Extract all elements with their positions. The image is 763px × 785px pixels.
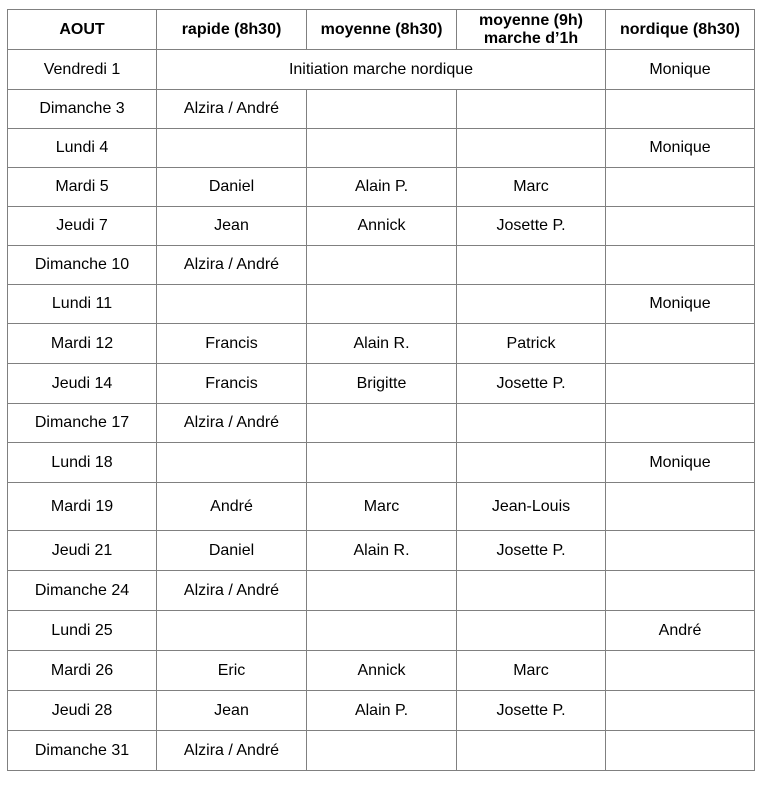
date-cell: Jeudi 28	[8, 691, 157, 731]
header-moyenne-9h-line2: marche d’1h	[483, 29, 579, 47]
moyenne-9h-cell: Marc	[457, 168, 606, 207]
nordique-cell	[606, 324, 755, 364]
table-row	[8, 207, 755, 246]
nordique-cell	[606, 691, 755, 731]
nordique-cell	[606, 246, 755, 285]
moyenne-9h-cell	[457, 611, 606, 651]
moyenne-cell	[307, 443, 457, 483]
date-cell: Jeudi 21	[8, 531, 157, 571]
table-row	[8, 246, 755, 285]
date-cell: Lundi 18	[8, 443, 157, 483]
moyenne-cell: Brigitte	[307, 364, 457, 404]
moyenne-9h-cell: Marc	[457, 651, 606, 691]
nordique-cell	[606, 531, 755, 571]
date-cell: Jeudi 7	[8, 207, 157, 246]
table-row	[8, 129, 755, 168]
table-row	[8, 443, 755, 483]
moyenne-cell	[307, 129, 457, 168]
moyenne-cell: Alain R.	[307, 324, 457, 364]
table-row	[8, 50, 755, 90]
moyenne-cell: Alain P.	[307, 691, 457, 731]
rapide-cell: Francis	[157, 364, 307, 404]
moyenne-9h-cell: Josette P.	[457, 531, 606, 571]
table-row	[8, 404, 755, 443]
nordique-cell: Monique	[606, 50, 755, 90]
nordique-cell: André	[606, 611, 755, 651]
moyenne-cell: Annick	[307, 207, 457, 246]
table-row	[8, 324, 755, 364]
date-cell: Lundi 11	[8, 285, 157, 324]
moyenne-9h-cell	[457, 443, 606, 483]
date-cell: Dimanche 17	[8, 404, 157, 443]
table-row	[8, 90, 755, 129]
nordique-cell	[606, 483, 755, 531]
rapide-cell: Alzira / André	[157, 571, 307, 611]
moyenne-cell: Alain P.	[307, 168, 457, 207]
rapide-cell: Francis	[157, 324, 307, 364]
table-row	[8, 285, 755, 324]
table-row	[8, 571, 755, 611]
header-row	[8, 10, 755, 50]
moyenne-9h-cell	[457, 246, 606, 285]
rapide-cell: André	[157, 483, 307, 531]
moyenne-9h-cell: Josette P.	[457, 691, 606, 731]
moyenne-9h-cell	[457, 90, 606, 129]
moyenne-cell: Alain R.	[307, 531, 457, 571]
rapide-cell: Eric	[157, 651, 307, 691]
rapide-cell: Alzira / André	[157, 246, 307, 285]
moyenne-9h-cell	[457, 571, 606, 611]
moyenne-cell	[307, 731, 457, 771]
table-row	[8, 651, 755, 691]
moyenne-cell	[307, 404, 457, 443]
table-row	[8, 483, 755, 531]
nordique-cell: Monique	[606, 129, 755, 168]
moyenne-cell: Annick	[307, 651, 457, 691]
header-month: AOUT	[8, 10, 157, 50]
moyenne-cell	[307, 285, 457, 324]
header-moyenne-9h-line1: moyenne (9h)	[478, 11, 583, 29]
moyenne-cell: Marc	[307, 483, 457, 531]
header-nordique: nordique (8h30)	[606, 10, 755, 50]
date-cell: Vendredi 1	[8, 50, 157, 90]
moyenne-cell	[307, 611, 457, 651]
rapide-cell	[157, 129, 307, 168]
header-rapide: rapide (8h30)	[157, 10, 307, 50]
moyenne-cell	[307, 246, 457, 285]
nordique-cell	[606, 404, 755, 443]
moyenne-9h-cell: Josette P.	[457, 207, 606, 246]
nordique-cell: Monique	[606, 443, 755, 483]
moyenne-9h-cell	[457, 404, 606, 443]
moyenne-9h-cell: Patrick	[457, 324, 606, 364]
date-cell: Dimanche 24	[8, 571, 157, 611]
nordique-cell	[606, 168, 755, 207]
date-cell: Jeudi 14	[8, 364, 157, 404]
date-cell: Dimanche 31	[8, 731, 157, 771]
moyenne-9h-cell	[457, 731, 606, 771]
date-cell: Dimanche 10	[8, 246, 157, 285]
nordique-cell	[606, 731, 755, 771]
moyenne-9h-cell: Jean-Louis	[457, 483, 606, 531]
rapide-cell	[157, 285, 307, 324]
rapide-cell: Alzira / André	[157, 90, 307, 129]
rapide-cell	[157, 443, 307, 483]
merged-cell: Initiation marche nordique	[157, 50, 606, 90]
date-cell: Mardi 26	[8, 651, 157, 691]
rapide-cell: Daniel	[157, 531, 307, 571]
rapide-cell: Jean	[157, 207, 307, 246]
table-row	[8, 531, 755, 571]
moyenne-cell	[307, 90, 457, 129]
table-row	[8, 691, 755, 731]
nordique-cell	[606, 571, 755, 611]
date-cell: Mardi 12	[8, 324, 157, 364]
nordique-cell	[606, 207, 755, 246]
moyenne-cell	[307, 571, 457, 611]
date-cell: Dimanche 3	[8, 90, 157, 129]
moyenne-9h-cell: Josette P.	[457, 364, 606, 404]
rapide-cell: Daniel	[157, 168, 307, 207]
table-row	[8, 364, 755, 404]
rapide-cell: Jean	[157, 691, 307, 731]
rapide-cell	[157, 611, 307, 651]
nordique-cell	[606, 90, 755, 129]
schedule-table	[7, 9, 755, 771]
rapide-cell: Alzira / André	[157, 731, 307, 771]
rapide-cell: Alzira / André	[157, 404, 307, 443]
nordique-cell: Monique	[606, 285, 755, 324]
date-cell: Lundi 25	[8, 611, 157, 651]
date-cell: Mardi 19	[8, 483, 157, 531]
nordique-cell	[606, 651, 755, 691]
moyenne-9h-cell	[457, 129, 606, 168]
header-moyenne: moyenne (8h30)	[307, 10, 457, 50]
nordique-cell	[606, 364, 755, 404]
table-row	[8, 168, 755, 207]
moyenne-9h-cell	[457, 285, 606, 324]
table-row	[8, 611, 755, 651]
table-row	[8, 731, 755, 771]
header-moyenne-9h	[457, 10, 606, 50]
date-cell: Lundi 4	[8, 129, 157, 168]
date-cell: Mardi 5	[8, 168, 157, 207]
